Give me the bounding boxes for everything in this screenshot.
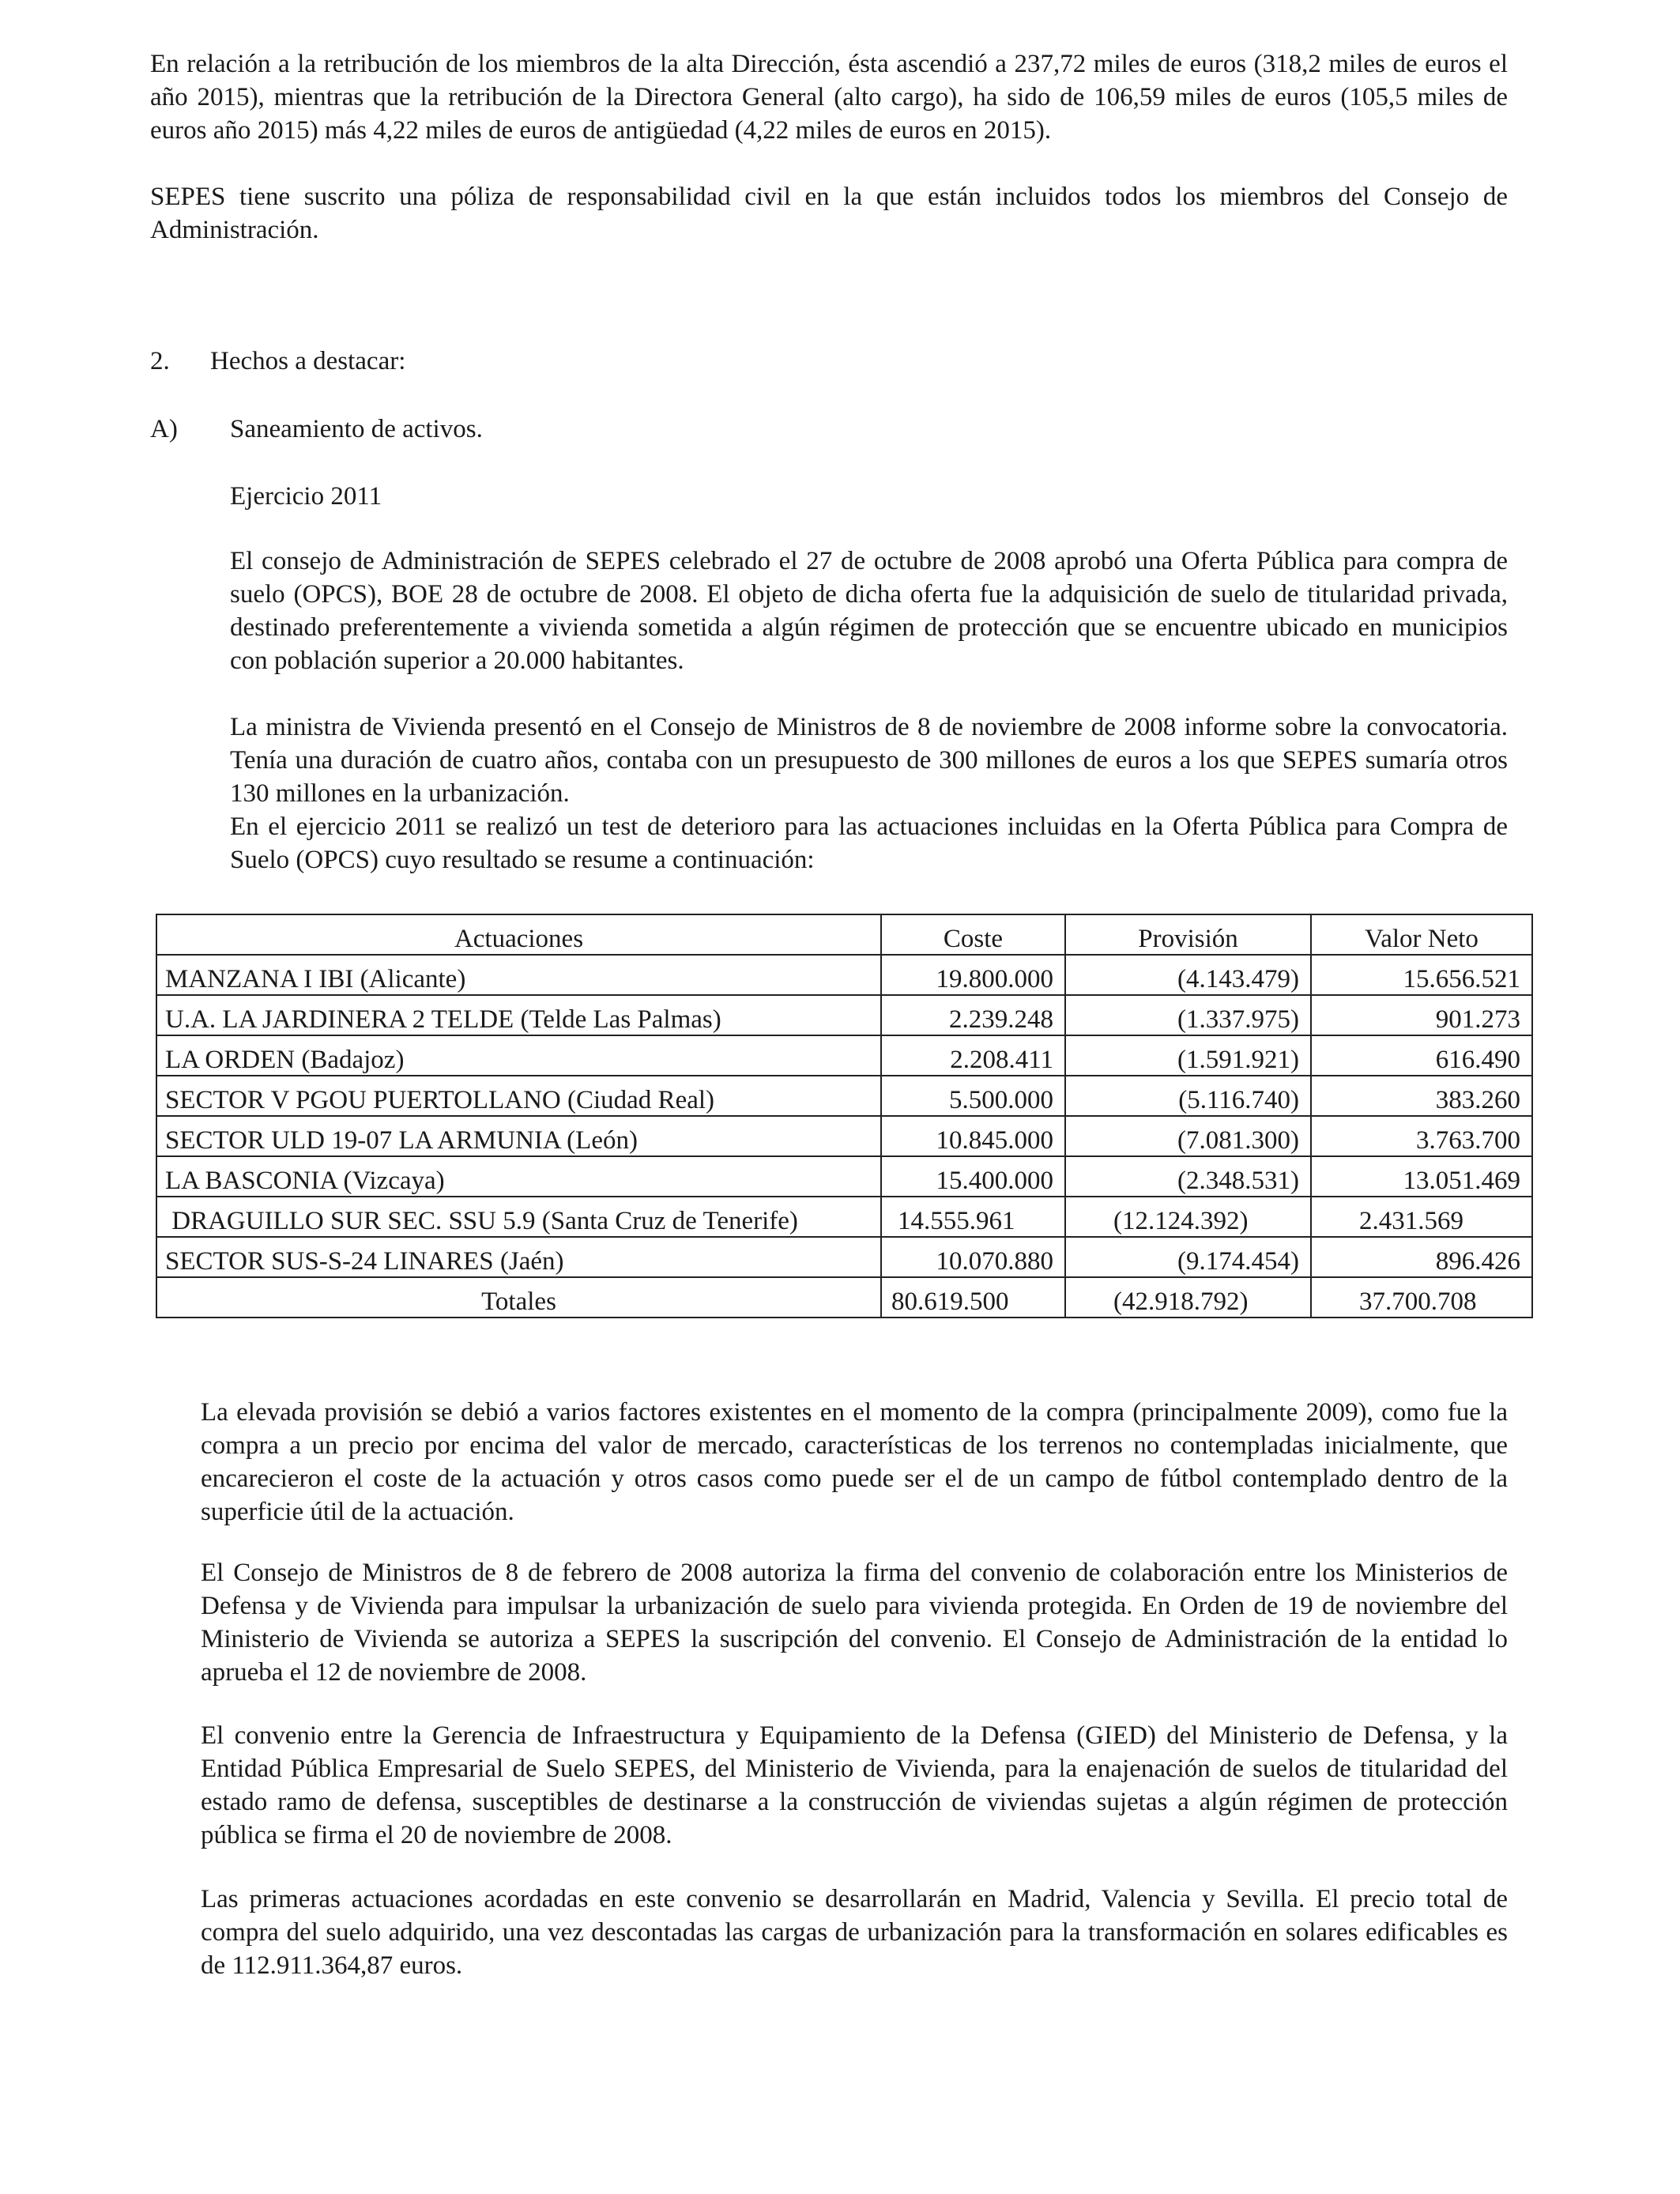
- paragraph-first-actions: Las primeras actuaciones acordadas en este convenio se desarrollarán en Madrid, Valencia y Sevilla. El precio total de compra del suelo adquirido, una vez descontadas las cargas de urbanización para la transformación en solares edificables es de 112.911.364,87 euros.: [201, 1885, 1508, 1980]
- table-row: [156, 1035, 1532, 1076]
- header-coste: Coste: [881, 914, 1065, 955]
- table-row: [156, 1116, 1532, 1156]
- section-title: Hechos a destacar:: [210, 347, 406, 375]
- cell-totals-provision: (42.918.792): [1065, 1277, 1311, 1318]
- table-row: [156, 1076, 1532, 1116]
- cell-coste: 15.400.000: [881, 1156, 1065, 1197]
- table-row: [156, 955, 1532, 995]
- cell-valor-neto: 3.763.700: [1311, 1116, 1532, 1156]
- cell-provision: (7.081.300): [1065, 1116, 1311, 1156]
- cell-actuacion: LA ORDEN (Badajoz): [156, 1035, 881, 1076]
- cell-valor-neto: 13.051.469: [1311, 1156, 1532, 1197]
- cell-actuacion: SECTOR SUS-S-24 LINARES (Jaén): [156, 1237, 881, 1277]
- table-header-row: [156, 914, 1532, 955]
- cell-actuacion: LA BASCONIA (Vizcaya): [156, 1156, 881, 1197]
- cell-valor-neto: 616.490: [1311, 1035, 1532, 1076]
- cell-valor-neto: 896.426: [1311, 1237, 1532, 1277]
- paragraph-minister: La ministra de Vivienda presentó en el Consejo de Ministros de 8 de noviembre de 2008 informe sobre la convocatoria. Tenía una duración de cuatro años, contaba con un presupuesto de 300 millones de euros a los que SEPES sumaría otros 130 millones en la urbanización.: [230, 713, 1508, 808]
- cell-coste: 2.208.411: [881, 1035, 1065, 1076]
- cell-totals-coste: 80.619.500: [881, 1277, 1065, 1318]
- paragraph-council-agreement: El Consejo de Ministros de 8 de febrero de 2008 autoriza la firma del convenio de colaboración entre los Ministerios de Defensa y de Vivienda para impulsar la urbanización de suelo para vivienda protegida. En Orden de 19 de noviembre del Ministerio de Vivienda se autoriza a SEPES la suscripción del convenio. El Consejo de Administración de la entidad lo aprueba el 12 de noviembre de 2008.: [201, 1559, 1508, 1687]
- table-row: [156, 995, 1532, 1035]
- subsection-title: Saneamiento de activos.: [230, 415, 483, 443]
- subsection-letter: A): [150, 415, 178, 443]
- cell-provision: (12.124.392): [1065, 1197, 1311, 1237]
- cell-valor-neto: 15.656.521: [1311, 955, 1532, 995]
- cell-provision: (2.348.531): [1065, 1156, 1311, 1197]
- table-row: [156, 1237, 1532, 1277]
- table-totals-row: [156, 1277, 1532, 1318]
- table-row: [156, 1197, 1532, 1237]
- cell-valor-neto: 2.431.569: [1311, 1197, 1532, 1237]
- paragraph-insurance: SEPES tiene suscrito una póliza de responsabilidad civil en la que están incluidos todos los miembros del Consejo de Administración.: [150, 183, 1508, 244]
- cell-actuacion: U.A. LA JARDINERA 2 TELDE (Telde Las Palmas): [156, 995, 881, 1035]
- paragraph-opcs-offer: El consejo de Administración de SEPES celebrado el 27 de octubre de 2008 aprobó una Oferta Pública para compra de suelo (OPCS), BOE 28 de octubre de 2008. El objeto de dicha oferta fue la adquisición de suelo de titularidad privada, destinado preferentemente a vivienda sometida a algún régimen de protección que se encuentre ubicado en municipios con población superior a 20.000 habitantes.: [230, 547, 1508, 675]
- cell-coste: 14.555.961: [881, 1197, 1065, 1237]
- table-row: [156, 1156, 1532, 1197]
- section-number: 2.: [150, 347, 170, 375]
- cell-coste: 5.500.000: [881, 1076, 1065, 1116]
- paragraph-remuneration: En relación a la retribución de los miembros de la alta Dirección, ésta ascendió a 237,72 miles de euros (318,2 miles de euros el año 2015), mientras que la retribución de la Directora General (alto cargo), ha sido de 106,59 miles de euros (105,5 miles de euros año 2015) más 4,22 miles de euros de antigüedad (4,22 miles de euros en 2015).: [150, 50, 1508, 145]
- paragraph-provision-reasons: La elevada provisión se debió a varios factores existentes en el momento de la compra (principalmente 2009), como fue la compra a un precio por encima del valor de mercado, características de los terrenos no contempladas inicialmente, que encarecieron el coste de la actuación y otros casos como puede ser el de un campo de fútbol contemplado dentro de la superficie útil de la actuación.: [201, 1398, 1508, 1526]
- impairment-table: [156, 914, 1533, 1318]
- cell-totals-label: Totales: [156, 1277, 881, 1318]
- header-provision: Provisión: [1065, 914, 1311, 955]
- header-actuaciones: Actuaciones: [156, 914, 881, 955]
- cell-actuacion: SECTOR ULD 19-07 LA ARMUNIA (León): [156, 1116, 881, 1156]
- cell-valor-neto: 383.260: [1311, 1076, 1532, 1116]
- cell-valor-neto: 901.273: [1311, 995, 1532, 1035]
- cell-provision: (4.143.479): [1065, 955, 1311, 995]
- cell-actuacion: MANZANA I IBI (Alicante): [156, 955, 881, 995]
- paragraph-gied-agreement: El convenio entre la Gerencia de Infraestructura y Equipamiento de la Defensa (GIED) del Ministerio de Defensa, y la Entidad Pública Empresarial de Suelo SEPES, del Ministerio de Vivienda, para la enajenación de suelos de titularidad del estado ramo de defensa, susceptibles de destinarse a la construcción de viviendas sujetas a algún régimen de protección pública se firma el 20 de noviembre de 2008.: [201, 1721, 1508, 1849]
- cell-actuacion: SECTOR V PGOU PUERTOLLANO (Ciudad Real): [156, 1076, 881, 1116]
- cell-coste: 10.845.000: [881, 1116, 1065, 1156]
- cell-provision: (1.337.975): [1065, 995, 1311, 1035]
- year-heading: Ejercicio 2011: [230, 482, 382, 511]
- cell-provision: (1.591.921): [1065, 1035, 1311, 1076]
- cell-coste: 10.070.880: [881, 1237, 1065, 1277]
- header-valor-neto: Valor Neto: [1311, 914, 1532, 955]
- cell-actuacion: DRAGUILLO SUR SEC. SSU 5.9 (Santa Cruz de Tenerife): [156, 1197, 881, 1237]
- paragraph-impairment-test: En el ejercicio 2011 se realizó un test de deterioro para las actuaciones incluidas en la Oferta Pública para Compra de Suelo (OPCS) cuyo resultado se resume a continuación:: [230, 812, 1508, 874]
- cell-coste: 2.239.248: [881, 995, 1065, 1035]
- cell-provision: (5.116.740): [1065, 1076, 1311, 1116]
- cell-provision: (9.174.454): [1065, 1237, 1311, 1277]
- cell-totals-valor-neto: 37.700.708: [1311, 1277, 1532, 1318]
- cell-coste: 19.800.000: [881, 955, 1065, 995]
